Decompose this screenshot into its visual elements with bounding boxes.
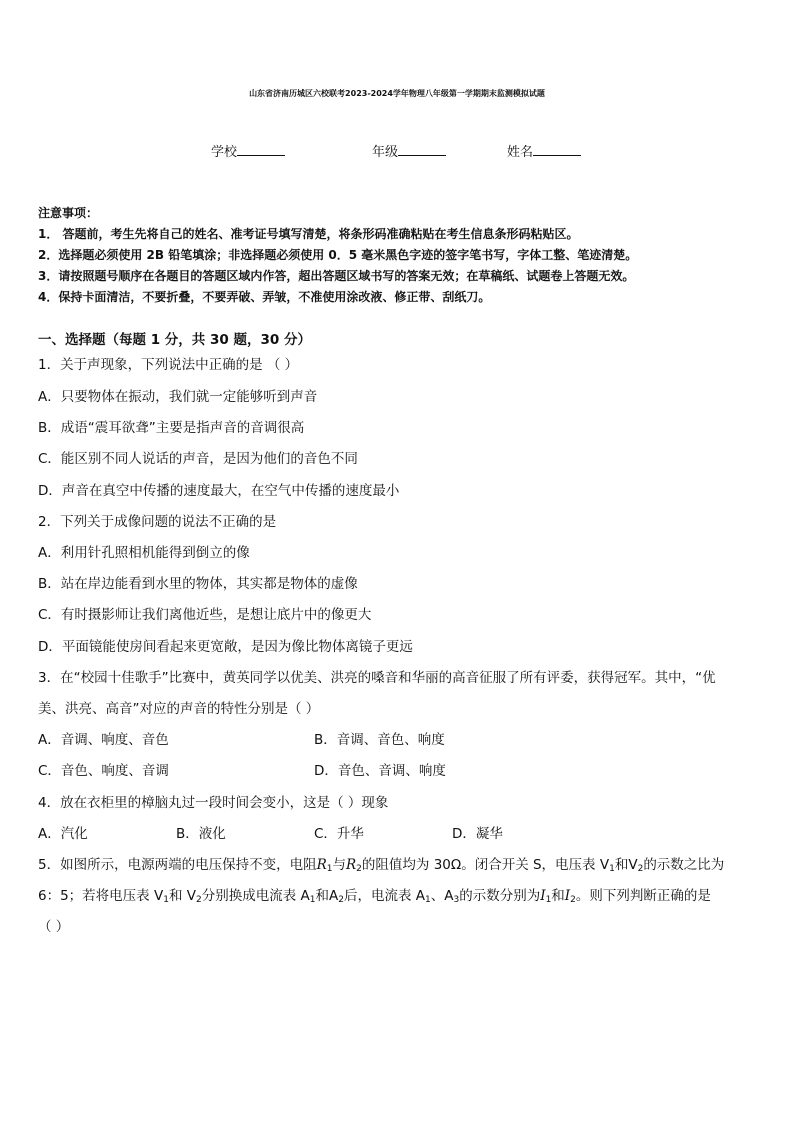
q5-text: 的示数分别为 [459,888,541,904]
q5-sub: 2 [637,864,644,874]
q5-text: 和V [614,857,638,873]
q5-var-i: I [540,888,546,904]
q5-sub: 1 [163,895,169,905]
notice-heading: 注意事项： [38,206,99,220]
q4-option-b: B．液化 [176,826,226,842]
grade-field [372,141,446,160]
q5-sub: 3 [453,895,460,905]
q5-sub: 2 [195,895,202,905]
q5-text: 的阻值均为 30Ω。闭合开关 S，电压表 V [361,857,610,873]
name-label: 姓名 [507,145,534,160]
q5-sub: 1 [425,895,431,905]
q2-option-d: D．平面镜能使房间看起来更宽敞，是因为像比物体离镜子更远 [38,639,413,655]
q5-stem-line1 [38,853,724,874]
notice-item: 3．请按照题号顺序在各题目的答题区域内作答，超出答题区域书写的答案无效；在草稿纸、试题卷上答题无效。 [38,269,635,283]
q2-stem: 2．下列关于成像问题的说法不正确的是 [38,514,277,530]
q5-text: 和A [315,888,339,904]
name-field [507,141,581,160]
q4-option-c: C．升华 [314,826,364,842]
q5-answer-paren: （ ） [38,919,70,935]
q2-option-c: C．有时摄影师让我们离他近些，是想让底片中的像更大 [38,607,372,623]
q1-option-b: B．成语“震耳欲聋”主要是指声音的音调很高 [38,420,305,436]
q4-stem: 4．放在衣柜里的樟脑丸过一段时间会变小，这是（ ）现象 [38,795,389,811]
q5-var-i: I [564,888,571,904]
q1-option-c: C．能区别不同人说话的声音，是因为他们的音色不同 [38,451,358,467]
q5-text: 和 V [168,888,196,904]
q5-sub: 1 [326,864,333,874]
grade-label: 年级 [372,145,399,160]
q5-text: 分别换成电流表 A [201,888,310,904]
q5-var-r: R [316,857,327,873]
school-label: 学校 [211,145,238,160]
q3-option-d: D．音色、音调、响度 [314,763,446,779]
section-heading: 一、选择题（每题 1 分，共 30 题，30 分） [38,332,311,348]
notice-item: 4．保持卡面清洁，不要折叠，不要弄破、弄皱，不准使用涂改液、修正带、刮纸刀。 [38,290,491,304]
q5-stem-line2 [38,884,711,905]
q5-var-r: R [346,857,357,873]
q2-option-b: B．站在岸边能看到水里的物体，其实都是物体的虚像 [38,576,358,592]
q5-sub: 2 [356,864,362,874]
q4-option-a: A．汽化 [38,826,88,842]
notice-item: 2．选择题必须使用 2B 铅笔填涂；非选择题必须使用 0．5 毫米黑色字迹的签字笔书写，字体工整、笔迹清楚。 [38,248,638,262]
notice-item: 1． 答题前，考生先将自己的姓名、准考证号填写清楚，将条形码准确粘贴在考生信息条形码粘贴区。 [38,227,579,241]
q5-text: 、A [430,888,454,904]
q3-option-b: B．音调、音色、响度 [314,732,445,748]
q3-option-a: A．音调、响度、音色 [38,732,169,748]
q1-option-d: D．声音在真空中传播的速度最大，在空气中传播的速度最小 [38,483,400,499]
q5-sub: 2 [338,895,344,905]
q5-text: 。则下列判断正确的是 [575,888,711,904]
notice-block [38,203,758,308]
q4-option-d: D．凝华 [452,826,503,842]
student-info-row [0,141,794,159]
q5-text: 6：5；若将电压表 V [38,888,164,904]
q1-option-a: A．只要物体在振动，我们就一定能够听到声音 [38,389,318,405]
page-title: 山东省济南历城区六校联考2023-2024学年物理八年级第一学期期末监测模拟试题 [249,89,545,98]
q3-stem-line1: 3．在“校园十佳歌手”比赛中，黄英同学以优美、洪亮的嗓音和华丽的高音征服了所有评委，获得冠军。其中，“优 [38,670,716,686]
q5-sub: 1 [609,864,615,874]
name-blank [533,143,581,156]
q5-sub: 1 [545,895,552,905]
school-blank [237,143,285,156]
q5-text: 的示数之比为 [643,857,725,873]
grade-blank [398,143,446,156]
q5-sub: 1 [309,895,316,905]
q5-text: 后，电流表 A [343,888,425,904]
school-field [211,141,285,160]
q3-option-c: C．音色、响度、音调 [38,763,169,779]
q2-option-a: A．利用针孔照相机能得到倒立的像 [38,545,250,561]
q5-text: 和 [551,888,565,904]
q5-text: 5．如图所示，电源两端的电压保持不变，电阻 [38,857,317,873]
q3-stem-line2: 美、洪亮、高音”对应的声音的特性分别是（ ） [38,701,320,717]
q5-sub: 2 [570,895,576,905]
q5-text: 与 [332,857,346,873]
q1-stem: 1．关于声现象，下列说法中正确的是 （ ） [38,357,299,373]
